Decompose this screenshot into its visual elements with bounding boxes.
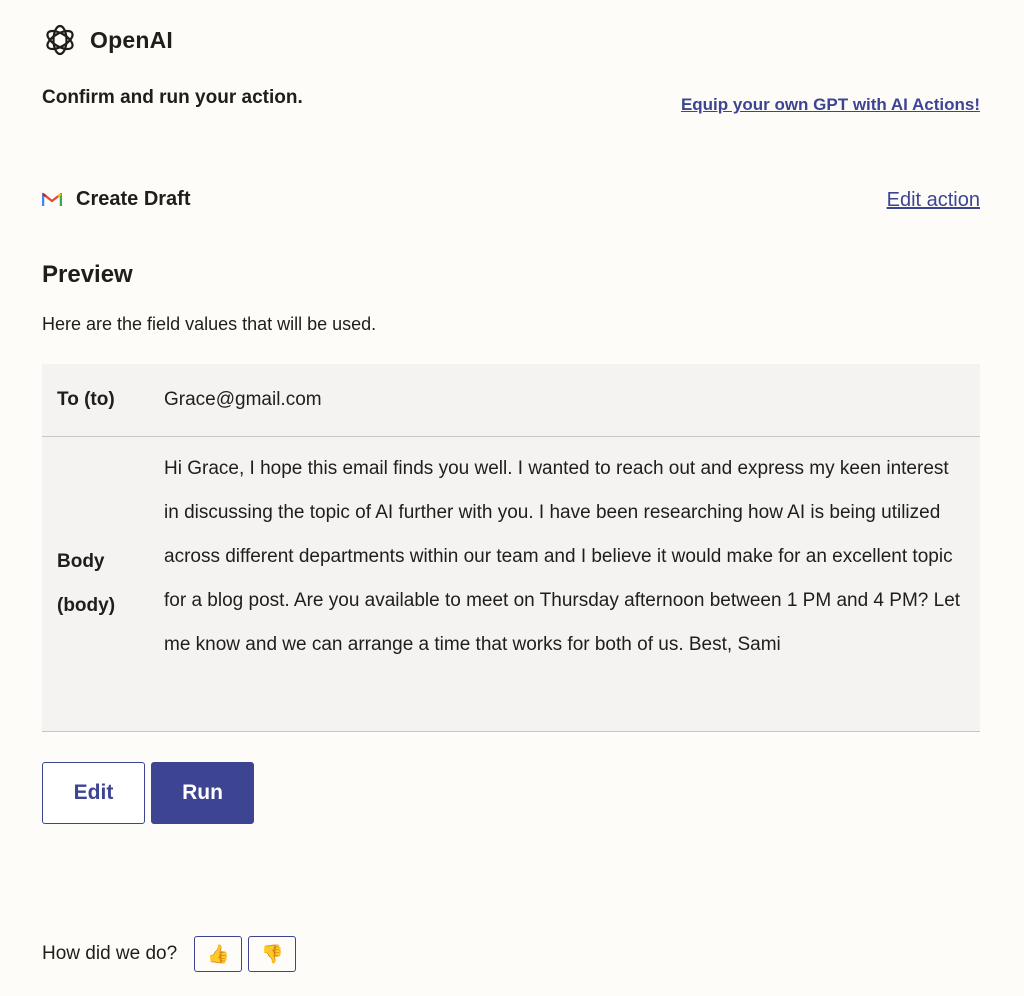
thumbs-up-button[interactable] — [194, 936, 242, 972]
field-label-to: To (to) — [57, 389, 115, 410]
thumbs-down-icon: 👎 — [260, 943, 284, 964]
page-headline: Confirm and run your action. — [42, 87, 303, 108]
field-label-body: Body (body) — [57, 551, 116, 616]
field-values-table — [42, 364, 980, 732]
action-header — [42, 188, 190, 211]
brand-name: OpenAI — [90, 26, 173, 53]
gmail-icon — [42, 192, 62, 207]
feedback-label: How did we do? — [42, 943, 178, 964]
field-value-to: Grace@gmail.com — [164, 389, 322, 410]
field-value-body: Hi Grace, I hope this email finds you well. I wanted to reach out and express my keen interest in discussing the topic of AI further with you. I have been researching how AI is being utilized across different departments within our team and I believe it would make for an excellent topic for a blog post. Are you available to meet on Thursday afternoon between 1 PM and 4 PM? Let me know and we can arrange a time that works for both of us. Best, Sami — [164, 458, 961, 655]
openai-logo-icon — [42, 22, 78, 58]
preview-description: Here are the field values that will be used. — [42, 314, 377, 334]
thumbs-down-button[interactable] — [248, 936, 296, 972]
thumbs-up-icon: 👍 — [206, 943, 230, 964]
run-button[interactable]: Run — [151, 762, 254, 824]
brand — [42, 22, 173, 58]
field-row-to — [42, 364, 980, 437]
field-row-body — [42, 437, 980, 732]
edit-action-link[interactable]: Edit action — [886, 189, 980, 211]
preview-title: Preview — [42, 261, 133, 288]
edit-button[interactable]: Edit — [42, 762, 145, 824]
feedback-section — [42, 936, 302, 972]
equip-gpt-link[interactable]: Equip your own GPT with AI Actions! — [680, 95, 980, 114]
action-name: Create Draft — [76, 188, 191, 210]
